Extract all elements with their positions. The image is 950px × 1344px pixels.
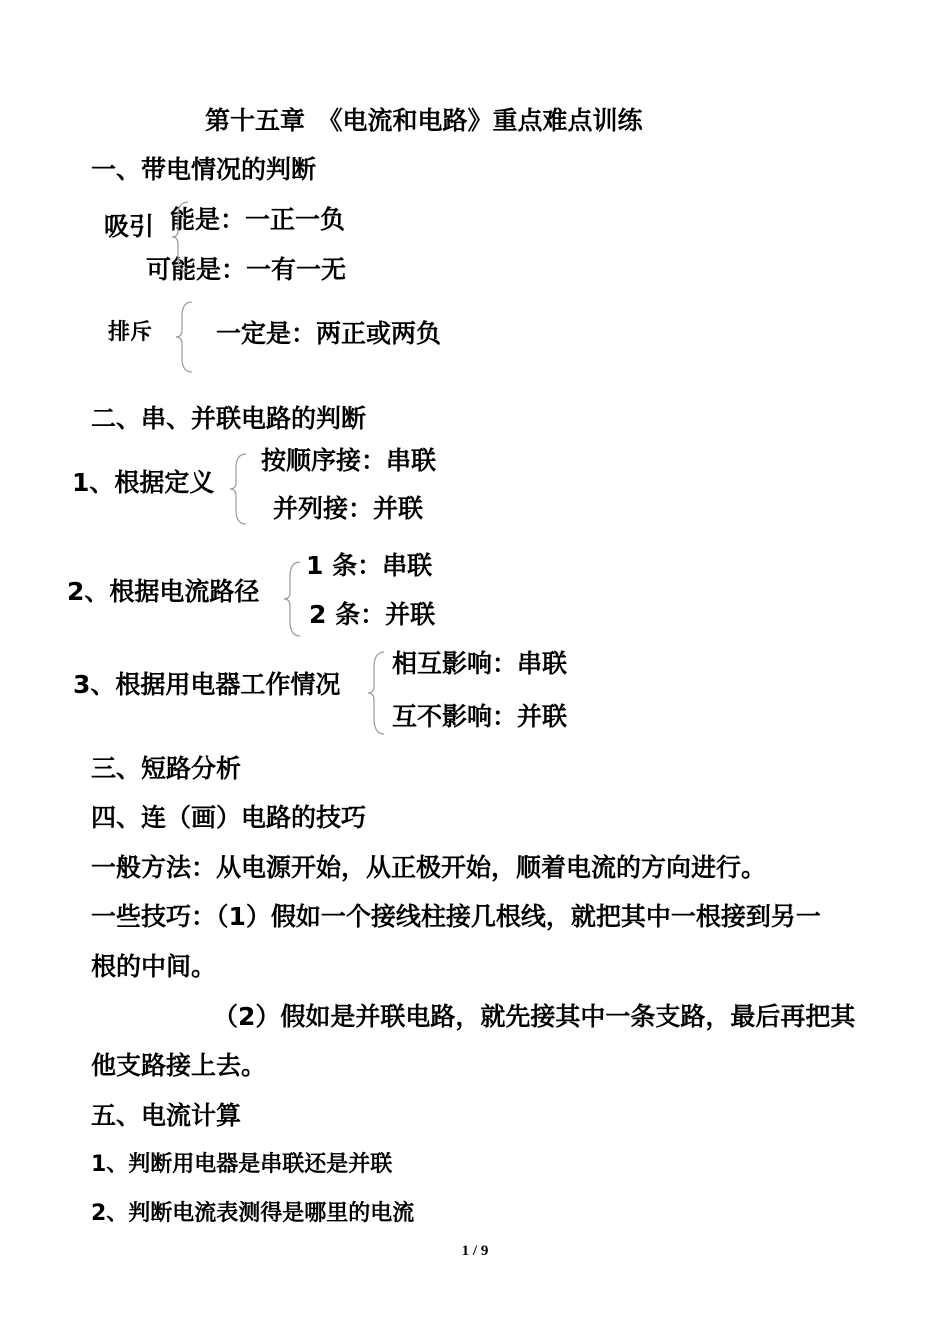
method-1-opt2: 并列接：并联 [273,494,424,523]
attract-opt1-text: 能是：一正一负 [170,205,346,234]
method-3-opt1: 相互影响：串联 [392,649,568,678]
method-2-opt2: 2 条：并联 [309,600,436,629]
tip-1-line-2: 根的中间。 [91,952,217,981]
tip-1-line-1: 一些技巧：（1）假如一个接线柱接几根线，就把其中一根接到另一 [91,902,821,931]
repel-label: 排斥 [108,320,153,345]
section-1-heading: 一、带电情况的判断 [91,155,317,184]
page-number: 1 / 9 [461,1243,489,1259]
method-2-opt1: 1 条：串联 [306,551,433,580]
method-2-label: 2、根据电流路径 [67,577,260,606]
repel-brace [174,300,196,376]
section-5-heading: 五、电流计算 [91,1101,242,1130]
attract-brace [170,200,192,275]
method-3-label: 3、根据用电器工作情况 [73,670,341,699]
general-method-text: 一般方法：从电源开始，从正极开始，顺着电流的方向进行。 [91,853,767,882]
method-1-brace [228,452,250,528]
attract-label: 吸引 [104,214,158,239]
method-1-opt1: 按顺序接：串联 [261,446,437,475]
method-3-brace [366,650,388,738]
step-1-text: 1、判断用电器是串联还是并联 [91,1152,393,1177]
method-1-label: 1、根据定义 [72,468,215,497]
tip-2-line-2: 他支路接上去。 [91,1051,267,1080]
section-2-heading: 二、串、并联电路的判断 [91,404,367,433]
tip-2-line-1: （2）假如是并联电路，就先接其中一条支路，最后再把其 [213,1002,856,1031]
method-3-opt2: 互不影响：并联 [392,702,568,731]
attract-opt2-text: 可能是：一有一无 [146,255,347,284]
page-title: 第十五章 《电流和电路》重点难点训练 [205,106,643,135]
method-2-brace [282,560,304,640]
section-4-heading: 四、连（画）电路的技巧 [91,803,367,832]
section-3-heading: 三、短路分析 [91,754,242,783]
step-2-text: 2、判断电流表测得是哪里的电流 [91,1201,415,1226]
repel-opt-text: 一定是：两正或两负 [216,319,442,348]
